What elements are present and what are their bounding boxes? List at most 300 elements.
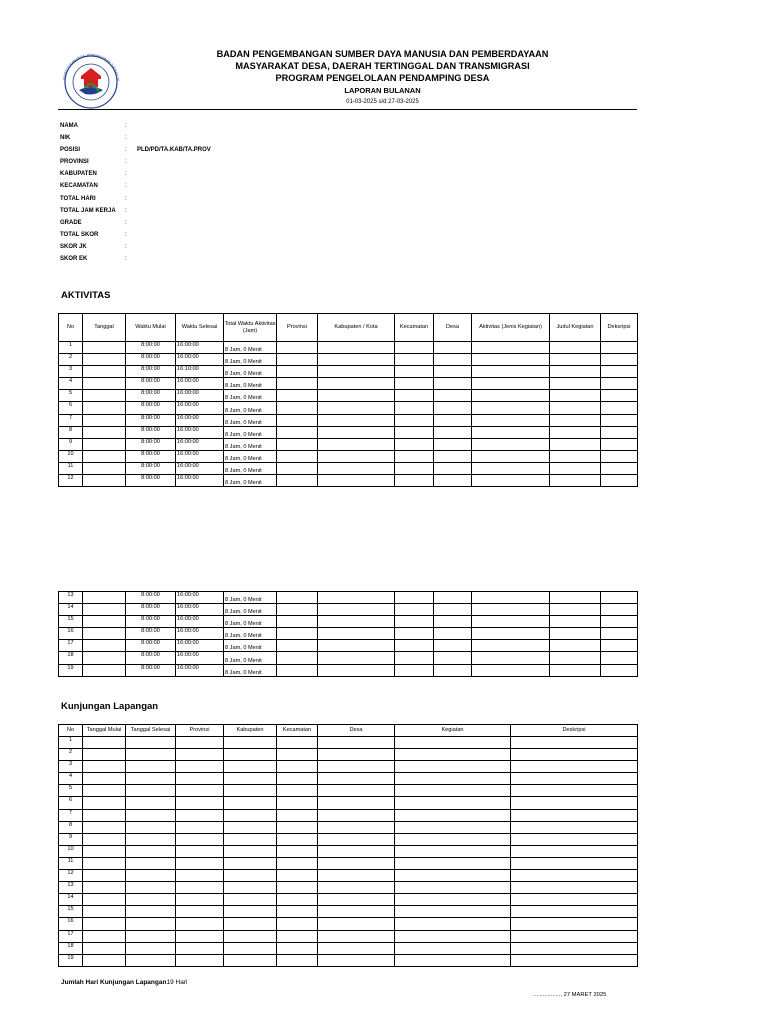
cell-empty (318, 785, 395, 797)
table-row (59, 857, 638, 869)
cell-empty (83, 833, 126, 845)
cell-total-waktu: 8 Jam, 0 Menit (224, 414, 277, 426)
cell-waktu-selesai: 16:00:00 (176, 414, 224, 426)
jumlah-value: 19 Hari (166, 979, 188, 986)
cell-empty (277, 785, 318, 797)
cell-empty (277, 604, 318, 616)
cell-waktu-selesai: 16:00:00 (176, 354, 224, 366)
cell-empty (434, 378, 472, 390)
cell-empty (176, 737, 224, 749)
cell-empty (318, 942, 395, 954)
cell-empty (126, 797, 176, 809)
cell-empty (224, 737, 277, 749)
cell-empty (318, 918, 395, 930)
cell-empty (395, 809, 511, 821)
kunjungan-title: Kunjungan Lapangan (61, 701, 159, 712)
cell-empty (176, 954, 224, 966)
cell-empty (472, 652, 550, 664)
cell-total-waktu: 8 Jam, 0 Menit (224, 640, 277, 652)
cell-empty (395, 652, 434, 664)
cell-waktu-mulai: 8:00:00 (126, 342, 176, 354)
cell-empty (176, 870, 224, 882)
cell-empty (318, 833, 395, 845)
cell-waktu-mulai: 8:00:00 (126, 354, 176, 366)
cell-waktu-selesai: 16:00:00 (176, 378, 224, 390)
cell-tanggal (83, 402, 126, 414)
table-row (59, 833, 638, 845)
cell-empty (277, 870, 318, 882)
table-row (59, 870, 638, 882)
cell-empty (224, 833, 277, 845)
ministry-logo (55, 48, 127, 110)
cell-empty (434, 426, 472, 438)
cell-empty (395, 664, 434, 676)
table-row (59, 773, 638, 785)
cell-empty (126, 749, 176, 761)
cell-empty (434, 414, 472, 426)
cell-empty (601, 475, 638, 487)
table-row (59, 737, 638, 749)
cell-empty (318, 354, 395, 366)
cell-empty (126, 857, 176, 869)
cell-empty (472, 592, 550, 604)
cell-empty (472, 426, 550, 438)
cell-empty (550, 366, 601, 378)
cell-total-waktu: 8 Jam, 0 Menit (224, 366, 277, 378)
cell-no: 6 (59, 797, 83, 809)
cell-empty (472, 414, 550, 426)
cell-empty (126, 845, 176, 857)
cell-empty (277, 450, 318, 462)
aktivitas-table-continued (58, 591, 638, 677)
cell-empty (126, 918, 176, 930)
column-header: Desa (318, 725, 395, 737)
column-header: Waktu Mulai (126, 314, 176, 342)
cell-empty (472, 366, 550, 378)
cell-empty (434, 592, 472, 604)
cell-empty (511, 749, 638, 761)
cell-empty (318, 475, 395, 487)
cell-empty (277, 894, 318, 906)
table-row (59, 592, 638, 604)
cell-empty (550, 640, 601, 652)
table-row (59, 438, 638, 450)
cell-empty (550, 475, 601, 487)
cell-empty (395, 628, 434, 640)
column-header: No (59, 725, 83, 737)
cell-empty (277, 592, 318, 604)
cell-empty (434, 640, 472, 652)
cell-empty (395, 426, 434, 438)
table-row (59, 462, 638, 474)
info-label: NAMA (60, 123, 78, 129)
cell-empty (434, 628, 472, 640)
cell-no: 18 (59, 942, 83, 954)
info-separator: : (125, 123, 127, 129)
cell-empty (126, 737, 176, 749)
cell-empty (601, 616, 638, 628)
cell-empty (318, 797, 395, 809)
cell-empty (318, 462, 395, 474)
cell-empty (176, 906, 224, 918)
cell-total-waktu: 8 Jam, 0 Menit (224, 354, 277, 366)
cell-waktu-mulai: 8:00:00 (126, 652, 176, 664)
cell-waktu-mulai: 8:00:00 (126, 390, 176, 402)
cell-empty (601, 640, 638, 652)
cell-empty (550, 652, 601, 664)
table-row (59, 640, 638, 652)
cell-empty (318, 616, 395, 628)
cell-empty (434, 616, 472, 628)
cell-empty (277, 342, 318, 354)
place-date: ................., 27 MARET 2025 (533, 992, 607, 998)
table-row (59, 354, 638, 366)
cell-empty (277, 366, 318, 378)
kunjungan-table (58, 724, 638, 967)
cell-no: 2 (59, 749, 83, 761)
cell-empty (224, 906, 277, 918)
cell-empty (318, 857, 395, 869)
cell-empty (395, 785, 511, 797)
cell-empty (277, 426, 318, 438)
cell-waktu-selesai: 16:00:00 (176, 390, 224, 402)
cell-empty (277, 930, 318, 942)
jumlah-label: Jumlah Hari Kunjungan Lapangan (61, 979, 167, 986)
cell-empty (550, 592, 601, 604)
cell-empty (601, 366, 638, 378)
table-row (59, 604, 638, 616)
cell-empty (83, 749, 126, 761)
cell-no: 10 (59, 450, 83, 462)
cell-empty (601, 402, 638, 414)
cell-empty (550, 378, 601, 390)
cell-empty (318, 402, 395, 414)
cell-tanggal (83, 628, 126, 640)
cell-empty (277, 475, 318, 487)
info-label: TOTAL JAM KERJA (60, 207, 116, 214)
cell-tanggal (83, 664, 126, 676)
table-row (59, 930, 638, 942)
cell-total-waktu: 8 Jam, 0 Menit (224, 616, 277, 628)
cell-empty (176, 833, 224, 845)
cell-empty (176, 797, 224, 809)
cell-empty (176, 882, 224, 894)
column-header: Total Waktu Aktivitas (Jam) (224, 314, 277, 342)
cell-total-waktu: 8 Jam, 0 Menit (224, 378, 277, 390)
cell-empty (277, 942, 318, 954)
info-label: SKOR JK (60, 243, 87, 250)
cell-empty (511, 821, 638, 833)
cell-tanggal (83, 342, 126, 354)
cell-empty (318, 954, 395, 966)
cell-no: 4 (59, 378, 83, 390)
column-header: No (59, 314, 83, 342)
cell-empty (395, 942, 511, 954)
cell-tanggal (83, 462, 126, 474)
table-row (59, 342, 638, 354)
cell-empty (601, 414, 638, 426)
cell-empty (277, 462, 318, 474)
cell-empty (472, 640, 550, 652)
cell-waktu-selesai: 16:00:00 (176, 604, 224, 616)
cell-no: 14 (59, 604, 83, 616)
cell-empty (395, 918, 511, 930)
cell-empty (550, 414, 601, 426)
cell-waktu-mulai: 8:00:00 (126, 414, 176, 426)
cell-total-waktu: 8 Jam, 0 Menit (224, 450, 277, 462)
cell-no: 5 (59, 785, 83, 797)
cell-waktu-mulai: 8:00:00 (126, 592, 176, 604)
cell-empty (472, 616, 550, 628)
cell-empty (395, 462, 434, 474)
cell-empty (511, 785, 638, 797)
cell-waktu-mulai: 8:00:00 (126, 462, 176, 474)
cell-empty (277, 918, 318, 930)
column-header: Judul Kegiatan (550, 314, 601, 342)
cell-empty (472, 628, 550, 640)
cell-empty (472, 402, 550, 414)
cell-empty (83, 882, 126, 894)
cell-empty (511, 930, 638, 942)
cell-empty (277, 773, 318, 785)
table-row (59, 821, 638, 833)
cell-total-waktu: 8 Jam, 0 Menit (224, 390, 277, 402)
table-row (59, 845, 638, 857)
cell-no: 3 (59, 761, 83, 773)
cell-no: 14 (59, 894, 83, 906)
info-separator: : (125, 243, 127, 250)
cell-empty (395, 640, 434, 652)
aktivitas-title: AKTIVITAS (61, 290, 111, 301)
cell-empty (176, 930, 224, 942)
cell-empty (472, 450, 550, 462)
cell-empty (126, 761, 176, 773)
cell-empty (176, 942, 224, 954)
cell-empty (126, 894, 176, 906)
cell-empty (601, 664, 638, 676)
cell-empty (511, 906, 638, 918)
cell-no: 13 (59, 882, 83, 894)
cell-empty (224, 821, 277, 833)
cell-empty (550, 628, 601, 640)
report-period: 01-03-2025 s/d 27-03-2025 (346, 99, 419, 105)
cell-empty (395, 906, 511, 918)
cell-no: 9 (59, 833, 83, 845)
cell-tanggal (83, 378, 126, 390)
cell-empty (601, 652, 638, 664)
cell-empty (224, 773, 277, 785)
aktivitas-table (58, 313, 638, 487)
column-header: Waktu Selesai (176, 314, 224, 342)
cell-empty (395, 749, 511, 761)
cell-empty (472, 378, 550, 390)
cell-empty (472, 390, 550, 402)
cell-waktu-selesai: 16:00:00 (176, 462, 224, 474)
info-label: PROVINSI (60, 159, 89, 166)
cell-empty (277, 664, 318, 676)
cell-empty (176, 821, 224, 833)
cell-empty (277, 761, 318, 773)
cell-no: 17 (59, 930, 83, 942)
table-row (59, 616, 638, 628)
cell-tanggal (83, 414, 126, 426)
cell-empty (434, 664, 472, 676)
cell-empty (318, 749, 395, 761)
cell-empty (434, 354, 472, 366)
cell-empty (511, 857, 638, 869)
cell-empty (277, 652, 318, 664)
cell-waktu-mulai: 8:00:00 (126, 616, 176, 628)
cell-empty (318, 809, 395, 821)
info-separator: : (125, 183, 127, 190)
cell-empty (126, 809, 176, 821)
cell-empty (318, 906, 395, 918)
table-row (59, 809, 638, 821)
cell-empty (83, 845, 126, 857)
cell-empty (176, 761, 224, 773)
cell-empty (601, 378, 638, 390)
table-row (59, 652, 638, 664)
info-separator: : (125, 135, 127, 142)
cell-empty (472, 604, 550, 616)
cell-total-waktu: 8 Jam, 0 Menit (224, 664, 277, 676)
cell-waktu-mulai: 8:00:00 (126, 604, 176, 616)
cell-empty (550, 664, 601, 676)
cell-empty (83, 906, 126, 918)
cell-empty (277, 906, 318, 918)
cell-no: 8 (59, 426, 83, 438)
cell-empty (318, 414, 395, 426)
cell-empty (83, 870, 126, 882)
cell-empty (126, 833, 176, 845)
cell-total-waktu: 8 Jam, 0 Menit (224, 462, 277, 474)
cell-no: 9 (59, 438, 83, 450)
cell-empty (318, 366, 395, 378)
cell-empty (511, 809, 638, 821)
cell-empty (395, 354, 434, 366)
table-row (59, 785, 638, 797)
cell-no: 8 (59, 821, 83, 833)
table-row (59, 664, 638, 676)
cell-empty (277, 882, 318, 894)
cell-empty (277, 845, 318, 857)
cell-empty (395, 414, 434, 426)
table-row (59, 761, 638, 773)
info-label: KECAMATAN (60, 183, 98, 190)
cell-empty (318, 604, 395, 616)
info-separator: : (125, 256, 127, 263)
cell-tanggal (83, 390, 126, 402)
cell-empty (550, 390, 601, 402)
cell-empty (434, 475, 472, 487)
cell-no: 5 (59, 390, 83, 402)
cell-empty (126, 773, 176, 785)
cell-total-waktu: 8 Jam, 0 Menit (224, 652, 277, 664)
cell-empty (277, 616, 318, 628)
cell-empty (83, 761, 126, 773)
cell-tanggal (83, 450, 126, 462)
column-header: Tanggal Selesai (126, 725, 176, 737)
cell-empty (277, 737, 318, 749)
cell-empty (318, 737, 395, 749)
cell-empty (277, 438, 318, 450)
cell-empty (472, 438, 550, 450)
table-row (59, 942, 638, 954)
cell-empty (395, 821, 511, 833)
cell-waktu-mulai: 8:00:00 (126, 475, 176, 487)
info-separator: : (125, 147, 127, 154)
cell-empty (434, 438, 472, 450)
info-separator: : (125, 207, 127, 214)
cell-empty (176, 773, 224, 785)
cell-no: 18 (59, 652, 83, 664)
cell-tanggal (83, 604, 126, 616)
info-separator: : (125, 195, 127, 202)
info-separator: : (125, 159, 127, 166)
table-row (59, 628, 638, 640)
column-header: Deskripsi (511, 725, 638, 737)
cell-empty (277, 749, 318, 761)
cell-waktu-selesai: 16:10:00 (176, 366, 224, 378)
cell-no: 1 (59, 737, 83, 749)
cell-empty (277, 354, 318, 366)
cell-waktu-selesai: 16:00:00 (176, 426, 224, 438)
cell-empty (318, 930, 395, 942)
cell-empty (224, 942, 277, 954)
cell-empty (277, 821, 318, 833)
cell-empty (395, 797, 511, 809)
table-row (59, 797, 638, 809)
table-row (59, 749, 638, 761)
cell-no: 17 (59, 640, 83, 652)
cell-empty (601, 426, 638, 438)
cell-empty (511, 797, 638, 809)
column-header: Provinsi (176, 725, 224, 737)
cell-empty (277, 640, 318, 652)
cell-empty (176, 845, 224, 857)
cell-empty (277, 797, 318, 809)
cell-waktu-selesai: 16:00:00 (176, 438, 224, 450)
report-title: LAPORAN BULANAN (344, 86, 421, 95)
table-row (59, 954, 638, 966)
cell-waktu-selesai: 16:00:00 (176, 616, 224, 628)
cell-empty (277, 833, 318, 845)
cell-empty (395, 870, 511, 882)
cell-empty (550, 604, 601, 616)
cell-empty (318, 640, 395, 652)
cell-empty (318, 628, 395, 640)
cell-empty (472, 664, 550, 676)
cell-empty (176, 749, 224, 761)
cell-no: 10 (59, 845, 83, 857)
cell-tanggal (83, 652, 126, 664)
header-divider (58, 109, 637, 110)
cell-empty (601, 462, 638, 474)
cell-empty (83, 942, 126, 954)
table-row (59, 894, 638, 906)
cell-empty (224, 749, 277, 761)
cell-empty (318, 870, 395, 882)
cell-empty (224, 857, 277, 869)
cell-no: 4 (59, 773, 83, 785)
cell-waktu-mulai: 8:00:00 (126, 628, 176, 640)
cell-empty (472, 342, 550, 354)
cell-empty (434, 604, 472, 616)
table-row (59, 882, 638, 894)
cell-empty (395, 894, 511, 906)
cell-no: 19 (59, 954, 83, 966)
cell-empty (395, 366, 434, 378)
